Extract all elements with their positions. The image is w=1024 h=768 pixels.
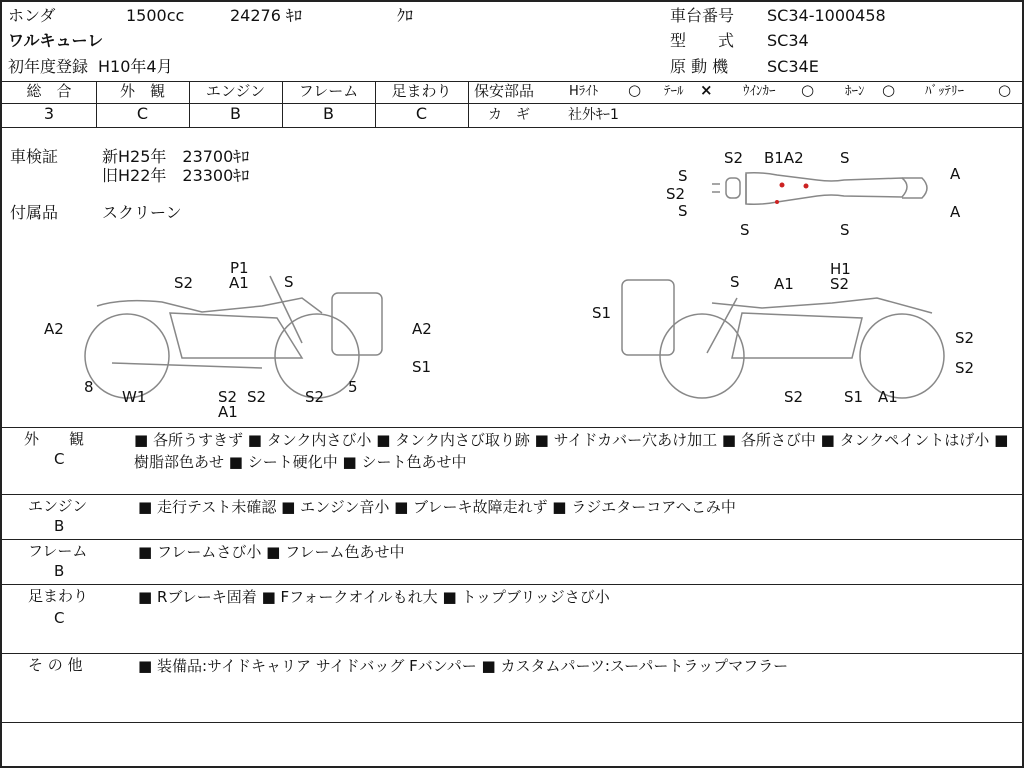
svg-text:S: S	[678, 202, 688, 220]
exterior-score: C	[136, 104, 149, 123]
condition-item: ■ ラジエターコアへこみ中	[552, 498, 736, 516]
total-label: 総 合	[26, 82, 72, 100]
safety-item-horn: ﾎｰﾝ	[845, 84, 865, 99]
total-score: 3	[43, 104, 55, 123]
safety-mark-headlight: ○	[628, 81, 642, 99]
svg-text:5: 5	[348, 378, 358, 396]
condition-item: ■ フレーム色あせ中	[266, 543, 404, 561]
engine-score: B	[230, 104, 241, 123]
safety-mark-winker: ○	[801, 81, 815, 99]
condition-title: 足まわり	[28, 587, 89, 605]
condition-item: ■ シート色あせ中	[343, 453, 467, 471]
svg-text:S2: S2	[305, 388, 325, 406]
divider	[468, 81, 469, 127]
accessories-value: スクリーン	[102, 203, 182, 222]
svg-text:S2: S2	[174, 274, 194, 292]
top-view-bike	[712, 173, 927, 205]
condition-title: 外 観	[24, 430, 85, 448]
svg-text:H1: H1	[830, 260, 851, 278]
condition-item: ■ エンジン音小	[281, 498, 389, 516]
svg-text:B1A2: B1A2	[764, 149, 804, 167]
svg-text:P1: P1	[230, 259, 249, 277]
safety-item-winker: ｳｲﾝｶｰ	[743, 84, 776, 99]
damage-diagram	[2, 128, 1024, 428]
top-damage-marks	[775, 183, 809, 205]
safety-mark-horn: ○	[882, 81, 896, 99]
safety-mark-tail: ×	[700, 81, 713, 99]
engine-score-label: エンジン	[205, 82, 266, 100]
svg-text:A: A	[950, 165, 961, 183]
svg-text:A: A	[950, 203, 961, 221]
condition-item: ■ タンク内さび取り跡	[376, 431, 530, 449]
type-label: 型 式	[670, 31, 735, 50]
divider	[468, 103, 1024, 104]
svg-text:S2: S2	[830, 275, 850, 293]
svg-text:S2: S2	[247, 388, 267, 406]
right-view-bike	[622, 280, 944, 398]
right-view-labels	[592, 260, 974, 406]
condition-item: ■ シート硬化中	[229, 453, 338, 471]
color: ｸﾛ	[397, 6, 414, 25]
svg-text:S: S	[284, 273, 294, 291]
svg-text:S2: S2	[218, 388, 238, 406]
svg-text:W1: W1	[122, 388, 147, 406]
svg-text:A1: A1	[218, 403, 238, 421]
condition-item: ■ 走行テスト未確認	[138, 498, 276, 516]
divider	[2, 494, 1024, 495]
svg-text:A1: A1	[878, 388, 898, 406]
maker: ホンダ	[8, 6, 56, 25]
safety-item-battery: ﾊﾞｯﾃﾘｰ	[925, 84, 964, 99]
condition-title: フレーム	[28, 542, 88, 560]
condition-item: ■ フレームさび小	[138, 543, 261, 561]
engine-value: SC34E	[767, 57, 819, 76]
frame-score: B	[323, 104, 334, 123]
condition-item: ■ トップブリッジさび小	[442, 588, 609, 606]
divider	[2, 653, 1024, 654]
model-name: ワルキューレ	[8, 31, 104, 50]
condition-item: ■ カスタムパーツ:スーパートラップマフラー	[482, 657, 789, 675]
key-value: 社外ｷｰ1	[568, 107, 619, 123]
safety-item-headlight: Hﾗｲﾄ	[569, 84, 599, 99]
condition-item: ■ 各所さび中	[722, 431, 816, 449]
svg-text:S: S	[840, 149, 850, 167]
svg-text:S2: S2	[666, 185, 686, 203]
mileage: 24276 ｷﾛ	[230, 6, 302, 25]
inspection-new: 新H25年 23700ｷﾛ	[102, 147, 250, 166]
condition-grade: C	[54, 450, 65, 468]
svg-text:S: S	[740, 221, 750, 239]
condition-title: エンジン	[28, 497, 88, 515]
svg-text:A2: A2	[44, 320, 64, 338]
svg-text:S: S	[840, 221, 850, 239]
svg-text:S: S	[730, 273, 740, 291]
type-value: SC34	[767, 31, 809, 50]
condition-item: ■ Fフォークオイルもれ大	[262, 588, 438, 606]
engine-label: 原 動 機	[670, 57, 729, 76]
suspension-score-label: 足まわり	[391, 82, 452, 100]
svg-text:A1: A1	[774, 275, 794, 293]
frame-no: SC34-1000458	[767, 6, 886, 25]
displacement: 1500cc	[126, 6, 185, 25]
svg-text:S: S	[678, 167, 688, 185]
exterior-label: 外 観	[119, 82, 165, 100]
safety-item-tail: ﾃｰﾙ	[664, 84, 684, 99]
divider	[2, 539, 1024, 540]
svg-text:A2: A2	[412, 320, 432, 338]
divider	[2, 584, 1024, 585]
frame-no-label: 車台番号	[670, 6, 735, 25]
inspection-label: 車検証	[10, 147, 59, 166]
top-view-labels	[666, 149, 961, 239]
condition-grade: B	[54, 517, 65, 535]
condition-item: ■ 装備品:サイドキャリア サイドバッグ Fバンパー	[138, 657, 477, 675]
svg-text:S2: S2	[955, 329, 975, 347]
first-reg-value: H10年4月	[98, 57, 173, 76]
left-view-bike	[85, 276, 382, 398]
inspection-old: 旧H22年 23300ｷﾛ	[102, 166, 250, 185]
suspension-score: C	[415, 104, 428, 123]
svg-text:A1: A1	[229, 274, 249, 292]
condition-grade: C	[54, 609, 65, 627]
svg-text:S1: S1	[592, 304, 612, 322]
svg-text:S1: S1	[844, 388, 864, 406]
first-reg-label: 初年度登録	[8, 57, 89, 76]
left-view-labels	[44, 259, 432, 421]
key-label: カ ギ	[488, 107, 530, 123]
condition-item: ■ ブレーキ故障走れず	[394, 498, 547, 516]
divider	[2, 722, 1024, 723]
safety-mark-battery: ○	[998, 81, 1012, 99]
condition-item: ■ タンクペイントはげ小	[821, 431, 990, 449]
svg-text:S1: S1	[412, 358, 432, 376]
condition-item: ■ タンク内さび小	[248, 431, 372, 449]
condition-item: ■ 樹脂部色あせ	[134, 431, 1008, 471]
svg-text:8: 8	[84, 378, 94, 396]
condition-item: ■ Rブレーキ固着	[138, 588, 257, 606]
condition-grade: B	[54, 562, 65, 580]
svg-text:S2: S2	[784, 388, 804, 406]
safety-label: 保安部品	[474, 82, 535, 100]
condition-item: ■ 各所うすきず	[134, 431, 243, 449]
accessories-label: 付属品	[10, 203, 59, 222]
condition-title: そ の 他	[28, 656, 83, 674]
svg-text:S2: S2	[724, 149, 744, 167]
condition-item: ■ サイドカバー穴あけ加工	[535, 431, 717, 449]
divider	[2, 427, 1024, 428]
svg-text:S2: S2	[955, 359, 975, 377]
frame-score-label: フレーム	[298, 82, 359, 100]
